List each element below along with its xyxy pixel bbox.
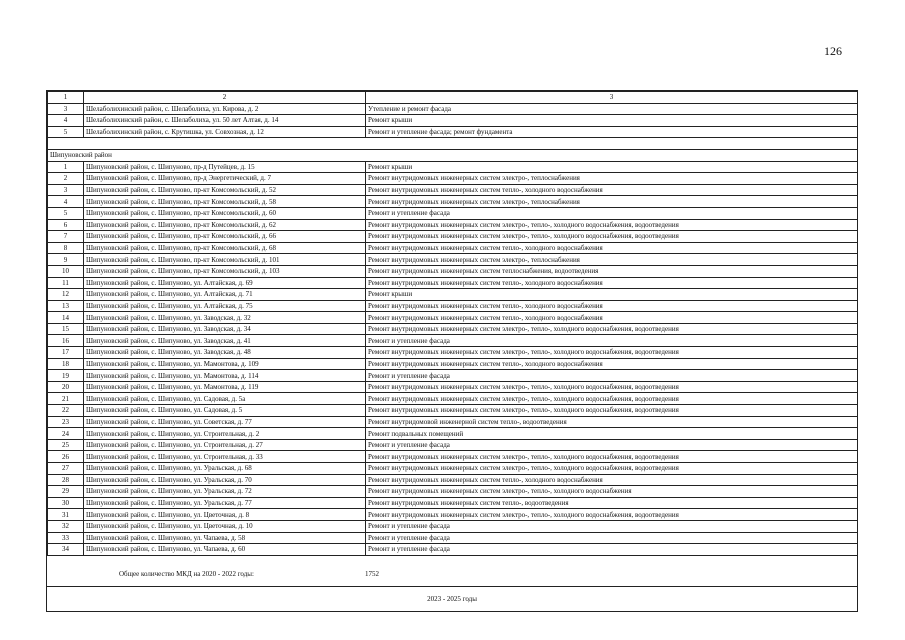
table-row <box>48 532 858 544</box>
row-work: Ремонт и утепление фасада <box>366 439 858 451</box>
row-work: Ремонт внутридомовых инженерных систем электро-, тепло-, холодного водоснабжения, водоотведения <box>366 219 858 231</box>
row-work: Ремонт внутридомовых инженерных систем электро-, теплоснабжения <box>366 196 858 208</box>
table-row <box>48 289 858 301</box>
row-work: Ремонт внутридомовых инженерных систем электро-, теплоснабжения <box>366 254 858 266</box>
row-address: Шелаболихинский район, с. Шелаболиха, ул. Кирова, д. 2 <box>84 103 366 115</box>
row-address: Шипуновский район, с. Шипуново, ул. Мамонтова, д. 114 <box>84 370 366 382</box>
table-row <box>48 474 858 486</box>
row-address: Шипуновский район, с. Шипуново, ул. Заводская, д. 48 <box>84 347 366 359</box>
row-work: Ремонт внутридомовых инженерных систем электро-, тепло-, холодного водоснабжения, водоотведения <box>366 381 858 393</box>
table-row <box>48 103 858 115</box>
table-row <box>48 451 858 463</box>
row-number: 23 <box>48 416 84 428</box>
row-address: Шипуновский район, с. Шипуново, пр-кт Комсомольский, д. 60 <box>84 207 366 219</box>
row-work: Ремонт внутридомовых инженерных систем электро-, тепло-, холодного водоснабжения, водоотведения <box>366 347 858 359</box>
row-address: Шипуновский район, с. Шипуново, ул. Заводская, д. 32 <box>84 312 366 324</box>
row-number: 14 <box>48 312 84 324</box>
table-row <box>48 184 858 196</box>
row-number: 2 <box>48 173 84 185</box>
document-table-sheet <box>46 90 858 612</box>
row-address: Шипуновский район, с. Шипуново, ул. Строительная, д. 27 <box>84 439 366 451</box>
region-title-row <box>48 149 858 161</box>
table-row <box>48 416 858 428</box>
next-period-heading: 2023 - 2025 годы <box>47 586 857 611</box>
row-number: 18 <box>48 358 84 370</box>
total-value: 1752 <box>365 569 379 578</box>
table-row <box>48 520 858 532</box>
row-work: Ремонт и утепление фасада <box>366 207 858 219</box>
table-row <box>48 509 858 521</box>
row-work: Ремонт внутридомовых инженерных систем электро-, тепло-, холодного водоснабжения <box>366 486 858 498</box>
row-work: Ремонт внутридомовых инженерных систем электро-, тепло-, холодного водоснабжения, водоотведения <box>366 463 858 475</box>
row-number: 26 <box>48 451 84 463</box>
table-row <box>48 370 858 382</box>
row-number: 24 <box>48 428 84 440</box>
table-row <box>48 358 858 370</box>
row-work: Ремонт внутридомовых инженерных систем электро-, теплоснабжения <box>366 173 858 185</box>
row-work: Ремонт внутридомовых инженерных систем тепло-, холодного водоснабжения <box>366 474 858 486</box>
row-address: Шипуновский район, с. Шипуново, пр-кт Комсомольский, д. 58 <box>84 196 366 208</box>
row-work: Ремонт и утепление фасада; ремонт фундамента <box>366 126 858 138</box>
row-number: 25 <box>48 439 84 451</box>
row-address: Шипуновский район, с. Шипуново, пр-кт Комсомольский, д. 103 <box>84 265 366 277</box>
row-address: Шипуновский район, с. Шипуново, ул. Мамонтова, д. 109 <box>84 358 366 370</box>
table-row <box>48 231 858 243</box>
row-number: 20 <box>48 381 84 393</box>
row-number: 9 <box>48 254 84 266</box>
table-row <box>48 381 858 393</box>
row-address: Шипуновский район, с. Шипуново, ул. Алтайская, д. 71 <box>84 289 366 301</box>
row-work: Ремонт внутридомовых инженерных систем электро-, тепло-, холодного водоснабжения, водоотведения <box>366 393 858 405</box>
mkd-table <box>47 91 858 556</box>
row-address: Шипуновский район, с. Шипуново, пр-кт Комсомольский, д. 68 <box>84 242 366 254</box>
row-address: Шипуновский район, с. Шипуново, ул. Цветочная, д. 8 <box>84 509 366 521</box>
table-row <box>48 323 858 335</box>
row-work: Ремонт и утепление фасада <box>366 370 858 382</box>
table-row <box>48 463 858 475</box>
table-row <box>48 254 858 266</box>
row-work: Утепление и ремонт фасада <box>366 103 858 115</box>
row-work: Ремонт внутридомовых инженерных систем электро-, тепло-, холодного водоснабжения, водоотведения <box>366 231 858 243</box>
row-work: Ремонт внутридомовых инженерных систем тепло-, холодного водоснабжения <box>366 242 858 254</box>
row-address: Шелаболихинский район, с. Шелаболиха, ул. 50 лет Алтая, д. 14 <box>84 115 366 127</box>
row-work: Ремонт внутридомовой инженерной систем тепло-, водоотведения <box>366 416 858 428</box>
row-number: 15 <box>48 323 84 335</box>
row-number: 5 <box>48 126 84 138</box>
row-address: Шипуновский район, с. Шипуново, ул. Чапаева, д. 58 <box>84 532 366 544</box>
table-row <box>48 265 858 277</box>
row-number: 12 <box>48 289 84 301</box>
row-number: 11 <box>48 277 84 289</box>
row-number: 7 <box>48 231 84 243</box>
row-work: Ремонт внутридомовых инженерных систем электро-, тепло-, холодного водоснабжения, водоотведения <box>366 509 858 521</box>
table-row <box>48 300 858 312</box>
spacer-cell <box>48 138 858 150</box>
row-work: Ремонт внутридомовых инженерных систем тепло-, холодного водоснабжения <box>366 300 858 312</box>
table-row <box>48 544 858 556</box>
row-address: Шипуновский район, с. Шипуново, пр-д Путейцев, д. 15 <box>84 161 366 173</box>
row-address: Шипуновский район, с. Шипуново, ул. Мамонтова, д. 119 <box>84 381 366 393</box>
row-number: 28 <box>48 474 84 486</box>
row-number: 30 <box>48 497 84 509</box>
row-work: Ремонт внутридомовых инженерных систем электро-, тепло-, холодного водоснабжения, водоотведения <box>366 405 858 417</box>
row-address: Шипуновский район, с. Шипуново, ул. Советская, д. 77 <box>84 416 366 428</box>
row-work: Ремонт внутридомовых инженерных систем теплоснабжения, водоотведения <box>366 265 858 277</box>
column-number-2: 2 <box>84 92 366 104</box>
row-address: Шипуновский район, с. Шипуново, ул. Садовая, д. 5а <box>84 393 366 405</box>
row-address: Шипуновский район, с. Шипуново, пр-кт Комсомольский, д. 62 <box>84 219 366 231</box>
table-body <box>48 92 858 556</box>
row-number: 5 <box>48 207 84 219</box>
row-number: 8 <box>48 242 84 254</box>
row-number: 17 <box>48 347 84 359</box>
row-address: Шипуновский район, с. Шипуново, ул. Строительная, д. 33 <box>84 451 366 463</box>
table-row <box>48 486 858 498</box>
table-row <box>48 161 858 173</box>
table-row <box>48 347 858 359</box>
row-address: Шипуновский район, с. Шипуново, пр-кт Комсомольский, д. 101 <box>84 254 366 266</box>
table-header-row <box>48 92 858 104</box>
table-row <box>48 126 858 138</box>
row-number: 31 <box>48 509 84 521</box>
row-address: Шипуновский район, с. Шипуново, ул. Уральская, д. 77 <box>84 497 366 509</box>
row-address: Шипуновский район, с. Шипуново, ул. Заводская, д. 41 <box>84 335 366 347</box>
row-work: Ремонт и утепление фасада <box>366 532 858 544</box>
row-number: 4 <box>48 115 84 127</box>
row-address: Шипуновский район, с. Шипуново, ул. Садовая, д. 5 <box>84 405 366 417</box>
row-address: Шипуновский район, с. Шипуново, ул. Уральская, д. 70 <box>84 474 366 486</box>
row-number: 19 <box>48 370 84 382</box>
row-work: Ремонт крыши <box>366 289 858 301</box>
table-row <box>48 196 858 208</box>
page-number: 126 <box>824 44 842 58</box>
table-row <box>48 393 858 405</box>
column-number-1: 1 <box>48 92 84 104</box>
table-row <box>48 277 858 289</box>
row-number: 10 <box>48 265 84 277</box>
row-number: 16 <box>48 335 84 347</box>
row-address: Шипуновский район, с. Шипуново, ул. Цветочная, д. 10 <box>84 520 366 532</box>
table-row <box>48 242 858 254</box>
row-address: Шипуновский район, с. Шипуново, ул. Уральская, д. 68 <box>84 463 366 475</box>
row-work: Ремонт внутридомовых инженерных систем тепло-, холодного водоснабжения <box>366 358 858 370</box>
row-address: Шипуновский район, с. Шипуново, ул. Алтайская, д. 75 <box>84 300 366 312</box>
row-work: Ремонт внутридомовых инженерных систем электро-, тепло-, холодного водоснабжения, водоотведения <box>366 451 858 463</box>
table-row <box>48 335 858 347</box>
row-number: 6 <box>48 219 84 231</box>
row-work: Ремонт крыши <box>366 161 858 173</box>
row-address: Шипуновский район, с. Шипуново, ул. Уральская, д. 72 <box>84 486 366 498</box>
row-work: Ремонт и утепление фасада <box>366 544 858 556</box>
row-work: Ремонт внутридомовых инженерных систем тепло-, холодного водоснабжения <box>366 184 858 196</box>
row-work: Ремонт внутридомовых инженерных систем тепло-, холодного водоснабжения <box>366 312 858 324</box>
row-work: Ремонт внутридомовых инженерных систем тепло-, холодного водоснабжения <box>366 277 858 289</box>
row-number: 34 <box>48 544 84 556</box>
row-address: Шелаболихинский район, с. Крутишка, ул. Совхозная, д. 12 <box>84 126 366 138</box>
row-number: 3 <box>48 184 84 196</box>
table-row <box>48 428 858 440</box>
row-work: Ремонт подвальных помещений <box>366 428 858 440</box>
total-label: Общее количество МКД на 2020 - 2022 годы: <box>119 569 254 578</box>
row-address: Шипуновский район, с. Шипуново, ул. Заводская, д. 34 <box>84 323 366 335</box>
row-address: Шипуновский район, с. Шипуново, ул. Чапаева, д. 60 <box>84 544 366 556</box>
table-row <box>48 497 858 509</box>
table-row <box>48 207 858 219</box>
row-number: 22 <box>48 405 84 417</box>
row-number: 21 <box>48 393 84 405</box>
row-work: Ремонт и утепление фасада <box>366 520 858 532</box>
row-work: Ремонт крыши <box>366 115 858 127</box>
row-number: 1 <box>48 161 84 173</box>
row-address: Шипуновский район, с. Шипуново, ул. Строительная, д. 2 <box>84 428 366 440</box>
row-work: Ремонт внутридомовых инженерных систем тепло-, водоотведения <box>366 497 858 509</box>
total-block <box>47 556 857 586</box>
row-address: Шипуновский район, с. Шипуново, пр-кт Комсомольский, д. 52 <box>84 184 366 196</box>
spacer-row <box>48 138 858 150</box>
table-row <box>48 115 858 127</box>
row-number: 27 <box>48 463 84 475</box>
row-address: Шипуновский район, с. Шипуново, пр-д Энергетический, д. 7 <box>84 173 366 185</box>
table-row <box>48 173 858 185</box>
row-work: Ремонт и утепление фасада <box>366 335 858 347</box>
column-number-3: 3 <box>366 92 858 104</box>
row-work: Ремонт внутридомовых инженерных систем электро-, тепло-, холодного водоснабжения, водоотведения <box>366 323 858 335</box>
row-number: 3 <box>48 103 84 115</box>
row-number: 4 <box>48 196 84 208</box>
table-row <box>48 439 858 451</box>
row-address: Шипуновский район, с. Шипуново, ул. Алтайская, д. 69 <box>84 277 366 289</box>
row-number: 29 <box>48 486 84 498</box>
row-address: Шипуновский район, с. Шипуново, пр-кт Комсомольский, д. 66 <box>84 231 366 243</box>
region-title: Шипуновский район <box>48 149 858 161</box>
row-number: 33 <box>48 532 84 544</box>
table-row <box>48 312 858 324</box>
row-number: 13 <box>48 300 84 312</box>
table-row <box>48 405 858 417</box>
row-number: 32 <box>48 520 84 532</box>
table-row <box>48 219 858 231</box>
